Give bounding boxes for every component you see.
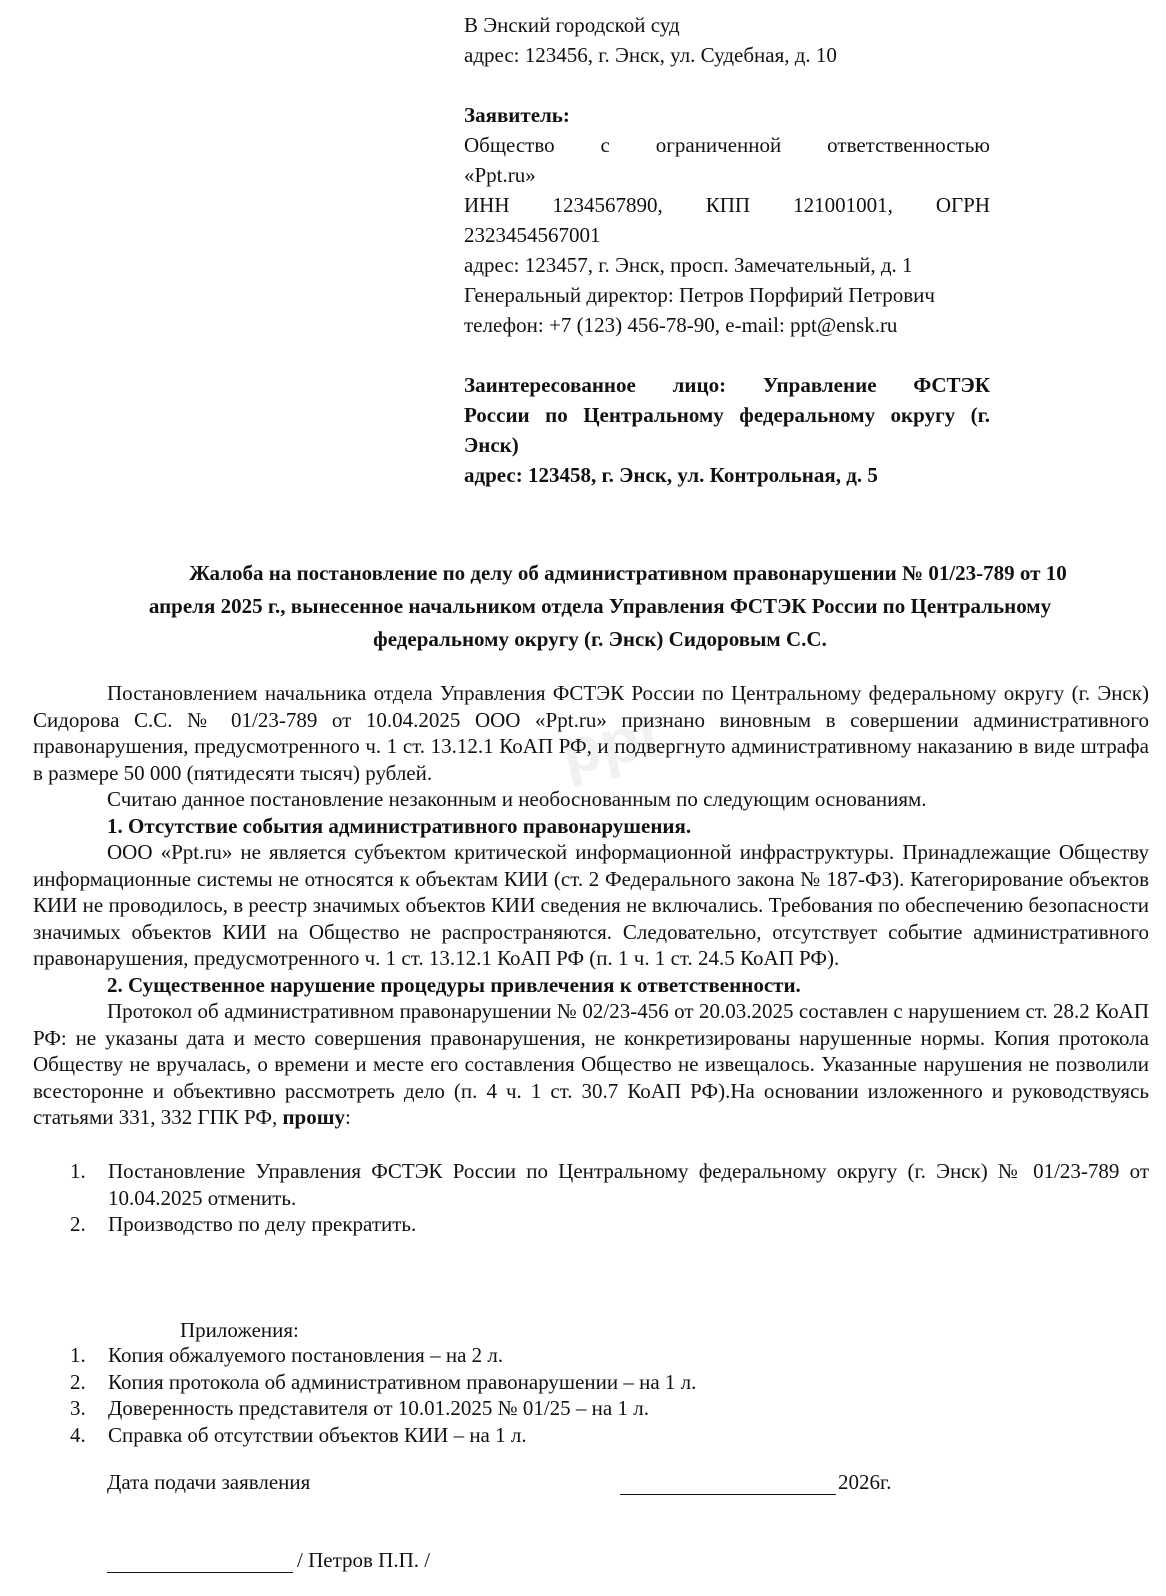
- title-line3: федеральному округу (г. Энск) Сидоровым С.С.: [373, 627, 827, 651]
- signature-row: [107, 1548, 607, 1578]
- signature-blank: [107, 1548, 293, 1573]
- list-item: 1. Постановление Управления ФСТЭК России по Центральному федеральному округу (г. Энск) № 01/23-789 от 10.04.2025 отменить.: [70, 1159, 1149, 1210]
- interested-party-line3: Энск): [464, 433, 519, 457]
- applicant-name-line2: «Ppt.ru»: [464, 163, 536, 187]
- paragraph-resolution: Постановлением начальника отдела Управления ФСТЭК России по Центральному федеральному округу (г. Энск) Сидорова С.С. № 01/23-789 от 10.04.2025 ООО «Ppt.ru» признано виновным в совершении административного правонарушения, предусмотренного ч. 1 ст. 13.12.1 КоАП РФ, и подвергнуто административному наказанию в виде штрафа в размере 50 000 (пятидесяти тысяч) рублей.: [33, 681, 1149, 785]
- court-name: В Энский городской суд: [464, 13, 680, 37]
- applicant-director: Генеральный директор: Петров Порфирий Петрович: [464, 283, 935, 307]
- list-item: 2. Производство по делу прекратить.: [70, 1212, 417, 1236]
- request-intro: На основании изложенного и руководствуясь статьями 331, 332 ГПК РФ,: [33, 1078, 1149, 1129]
- filing-date-year: 2026г.: [838, 1470, 892, 1494]
- interested-party-line1: Заинтересованное лицо: Управление ФСТЭК: [464, 373, 990, 397]
- applicant-ids-line2: 2323454567001: [464, 223, 601, 247]
- document-title: [60, 557, 1140, 656]
- heading-no-offense: 1. Отсутствие события административного правонарушения.: [107, 813, 692, 838]
- paragraph-no-offense: ООО «Ppt.ru» не является субъектом критической информационной инфраструктуры. Принадлежащие Обществу информационные системы не относятся к объектам КИИ (ст. 2 Федерального закона № 187-ФЗ). Категорирование объектов КИИ не проводилось, в реестр значимых объектов КИИ сведения не включались. Требования по обеспечению безопасности значимых объектов КИИ на Общество не распространяются. Следовательно, отсутствует событие административного правонарушения, предусмотренного ч. 1 ст. 13.12.1 КоАП РФ (п. 1 ч. 1 ст. 24.5 КоАП РФ).: [33, 840, 1149, 970]
- interested-party-address: адрес: 123458, г. Энск, ул. Контрольная, д. 5: [464, 463, 878, 487]
- list-item: 3. Доверенность представителя от 10.01.2025 № 01/25 – на 1 л.: [70, 1396, 649, 1420]
- request-verb: прошу: [282, 1105, 345, 1129]
- applicant-ids-line1: ИНН 1234567890, КПП 121001001, ОГРН: [464, 193, 990, 217]
- applicant-label: Заявитель:: [464, 103, 570, 127]
- attachments-title: Приложения:: [180, 1318, 299, 1342]
- applicant-address: адрес: 123457, г. Энск, просп. Замечательный, д. 1: [464, 253, 913, 277]
- signatory-name: / Петров П.П. /: [297, 1548, 431, 1572]
- complaint-body: [33, 680, 1149, 1131]
- list-item: 4. Справка об отсутствии объектов КИИ – на 1 л.: [70, 1422, 527, 1447]
- attachments-items: [33, 1342, 1149, 1448]
- court-address: адрес: 123456, г. Энск, ул. Судебная, д. 10: [464, 43, 837, 67]
- procedure-text: Протокол об административном правонарушении № 02/23-456 от 20.03.2025 составлен с нарушением ст. 28.2 КоАП РФ: не указаны дата и место совершения правонарушения, не конкретизированы нарушенные нормы. Копия протокола Обществу не вручалась, о времени и месте его составления Общество не извещалось. Указанные нарушения не позволили всесторонне и объективно рассмотреть дело (п. 4 ч. 1 ст. 30.7 КоАП РФ).: [33, 999, 1149, 1103]
- title-line1: Жалоба на постановление по делу об административном правонарушении № 01/23-789 от 10: [189, 561, 1067, 585]
- filing-date-row: [107, 1470, 1007, 1500]
- requests-list: [33, 1158, 1149, 1238]
- interested-party-line2: России по Центральному федеральному округу (г.: [464, 403, 990, 427]
- watermark-logo: ppt: [554, 697, 667, 789]
- filing-date-blank: [620, 1470, 836, 1495]
- paragraph-procedure-violation: Протокол об административном правонарушении № 02/23-456 от 20.03.2025 составлен с нарушением ст. 28.2 КоАП РФ: не указаны дата и место совершения правонарушения, не конкретизированы нарушенные нормы. Копия протокола Обществу не вручалась, о времени и месте его составления Общество не извещалось. Указанные нарушения не позволили всесторонне и объективно рассмотреть дело (п. 4 ч. 1 ст. 30.7 КоАП РФ).На основании изложенного и руководствуясь статьями 331, 332 ГПК РФ, прошу:: [33, 999, 1149, 1129]
- filing-date-label: Дата подачи заявления: [107, 1470, 311, 1494]
- applicant-contacts: телефон: +7 (123) 456-78-90, e-mail: ppt@ensk.ru: [464, 313, 898, 337]
- list-item: 1. Копия обжалуемого постановления – на 2 л.: [70, 1343, 504, 1367]
- header-block: [464, 10, 990, 490]
- heading-procedure-violation: 2. Существенное нарушение процедуры привлечения к ответственности.: [107, 972, 801, 997]
- title-line2: апреля 2025 г., вынесенное начальником отдела Управления ФСТЭК России по Центральному: [148, 594, 1052, 618]
- applicant-name-line1: Общество с ограниченной ответственностью: [464, 133, 990, 157]
- paragraph-grounds: Считаю данное постановление незаконным и необоснованным по следующим основаниям.: [107, 787, 927, 811]
- list-item: 2. Копия протокола об административном правонарушении – на 1 л.: [70, 1369, 697, 1394]
